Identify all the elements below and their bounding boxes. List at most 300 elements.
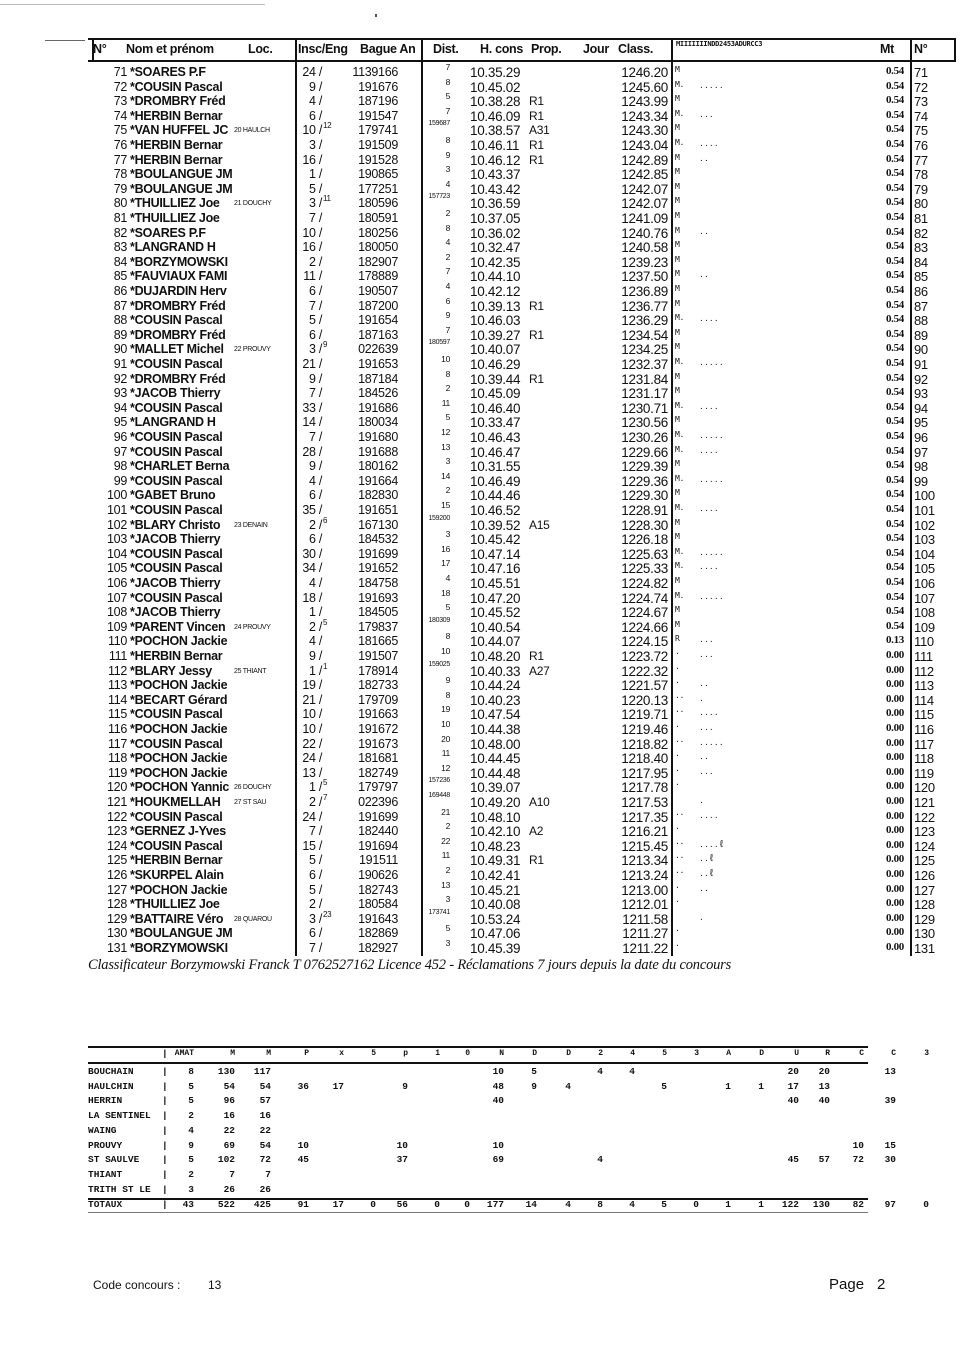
speed: 1224.15: [621, 634, 668, 650]
inscribed: 3 /: [309, 911, 322, 926]
stats-separator: |: [162, 1154, 168, 1166]
fancier-name: *BLARY Christo: [130, 517, 221, 532]
mark-code: ·: [675, 649, 680, 658]
stats-row-label: WAING: [88, 1124, 117, 1136]
fancier-name: *POCHON Jackie: [130, 722, 228, 736]
inscribed: 4 /: [309, 94, 322, 109]
speed: 1211.58: [622, 911, 668, 927]
header-hcons: H. cons: [480, 42, 524, 56]
distance: 12: [441, 427, 450, 437]
ring-number: 182440: [358, 824, 398, 839]
locality: 25 THIANT: [234, 667, 267, 675]
arrival-time: 10.45.21: [470, 882, 521, 898]
ring-number: 180050: [358, 240, 398, 255]
rank-right: 89: [914, 327, 928, 343]
rank: 93: [113, 386, 127, 401]
stats-cell: 72: [852, 1154, 864, 1166]
mark-code: R: [675, 634, 680, 644]
speed: 1245.60: [621, 79, 668, 95]
distance: 8: [445, 689, 450, 700]
stats-cell: 69: [223, 1139, 235, 1151]
stats-cell: 26: [223, 1183, 235, 1195]
stats-cell: 56: [396, 1199, 408, 1210]
ring-number: 191511: [359, 853, 398, 868]
inscribed: 1 /: [309, 167, 322, 182]
prize-amount: 0.00: [885, 897, 904, 910]
stats-row-label: THIANT: [88, 1168, 123, 1180]
rank: 102: [107, 517, 127, 532]
header-name: Nom et prénom: [126, 42, 214, 56]
stats-column-header: M: [230, 1049, 235, 1058]
stats-cell: 39: [884, 1095, 896, 1107]
mark-code: ·: [675, 765, 680, 775]
fancier-name: *HERBIN Bernar: [130, 138, 223, 152]
rank-right: 76: [914, 138, 928, 153]
arrival-time: 10.46.52: [470, 503, 521, 518]
speed: 1224.74: [621, 590, 668, 606]
speed: 1234.54: [621, 327, 668, 343]
table-row: [0, 894, 980, 913]
rank: 101: [107, 503, 127, 517]
rank: 72: [113, 79, 127, 94]
mark-code: M: [675, 167, 680, 177]
prize-amount: 0.54: [885, 619, 904, 632]
speed: 1217.78: [621, 780, 668, 796]
prop-code: A15: [529, 517, 550, 532]
rank: 89: [113, 327, 127, 342]
rank-right: 115: [914, 707, 934, 723]
fancier-name: *HERBIN Bernar: [130, 108, 223, 123]
rank: 112: [107, 663, 127, 678]
inscribed: 4 /: [309, 473, 322, 488]
table-row: [0, 339, 980, 358]
distance: 22: [441, 835, 450, 846]
stats-column-header: p: [403, 1049, 408, 1058]
arrival-time: 10.40.33: [470, 663, 521, 679]
table-row: [0, 821, 980, 840]
inscribed: 6 /: [309, 488, 322, 503]
check-marks: .: [700, 911, 703, 923]
stats-cell: 0: [923, 1199, 929, 1210]
rank: 129: [107, 911, 127, 926]
distance: 169448: [428, 792, 450, 799]
prize-amount: 0.54: [885, 65, 904, 77]
inscribed: 9 /: [309, 459, 322, 474]
check-marks: . . . . .: [700, 430, 723, 441]
stats-cell: 37: [396, 1154, 408, 1166]
prize-amount: 0.54: [885, 357, 904, 369]
rank: 116: [107, 722, 127, 736]
speed: 1242.89: [621, 152, 668, 168]
prize-amount: 0.00: [885, 882, 904, 895]
rank-right: 111: [914, 649, 933, 664]
stats-cell: 5: [661, 1080, 667, 1092]
mark-code: M: [675, 181, 680, 191]
distance: 17: [441, 558, 450, 569]
inscribed: 5 /: [309, 882, 322, 897]
table-row: [0, 602, 980, 621]
rank-right: 125: [914, 853, 935, 869]
check-marks: . . .: [700, 649, 713, 660]
check-marks: . . . .: [700, 561, 718, 573]
inscribed: 3 /: [309, 342, 322, 357]
inscribed: 3 /: [309, 196, 322, 211]
stats-column-header: R: [825, 1049, 830, 1058]
mark-code: M: [675, 371, 680, 381]
speed: 1213.34: [621, 853, 668, 869]
stats-cell: 4: [188, 1124, 194, 1136]
fancier-name: *THUILLIEZ Joe: [130, 211, 220, 225]
distance: 5: [445, 923, 450, 934]
prize-amount: 0.54: [885, 269, 904, 282]
speed: 1225.63: [621, 546, 668, 562]
rank: 99: [113, 473, 127, 488]
arrival-time: 10.42.41: [470, 868, 521, 883]
prize-amount: 0.54: [885, 313, 904, 326]
stats-cell: 48: [492, 1080, 504, 1092]
arrival-time: 10.46.40: [470, 400, 521, 416]
prize-amount: 0.54: [885, 79, 904, 92]
check-marks: . . . . ℓ: [700, 838, 723, 850]
arrival-time: 10.44.24: [470, 678, 521, 694]
distance: 11: [441, 748, 450, 759]
fancier-name: *GABET Bruno: [130, 488, 216, 503]
distance: 20: [441, 733, 450, 744]
speed: 1224.66: [621, 619, 668, 635]
stats-column-header: C: [891, 1049, 896, 1058]
speed: 1211.27: [622, 926, 668, 942]
check-marks: . . . .: [700, 444, 718, 456]
stats-column-header: N: [499, 1049, 504, 1058]
rank-right: 72: [914, 79, 928, 95]
mark-code: M: [675, 254, 680, 264]
fancier-name: *COUSIN Pascal: [130, 561, 223, 576]
inscribed: 7 /: [309, 211, 322, 225]
header-loc: Loc.: [248, 42, 273, 56]
rank: 97: [113, 444, 127, 459]
table-row: [0, 310, 980, 329]
mark-code: ·: [675, 780, 680, 790]
rank: 124: [107, 838, 127, 853]
check-marks: . .: [700, 225, 708, 237]
distance: 6: [445, 295, 450, 306]
prop-code: R1: [529, 371, 544, 386]
check-marks: . . .: [700, 634, 713, 646]
stats-cell: 10: [396, 1139, 408, 1151]
stats-cell: 4: [597, 1154, 603, 1166]
inscribed: 16 /: [302, 152, 322, 167]
rank-right: 106: [914, 576, 935, 591]
header-top-rule: [88, 38, 956, 40]
prize-amount: 0.54: [885, 459, 904, 472]
stats-cell: 45: [787, 1154, 799, 1166]
distance: 3: [445, 456, 450, 467]
stats-column-header: 1: [435, 1049, 440, 1058]
inscribed: 5 /: [309, 313, 322, 328]
rank-right: 94: [914, 400, 928, 416]
rank-right: 123: [914, 824, 935, 840]
table-row: [0, 105, 980, 124]
mark-code: M.: [675, 430, 685, 439]
table-row: [0, 675, 980, 694]
arrival-time: 10.46.03: [470, 313, 521, 329]
arrival-time: 10.45.42: [470, 532, 521, 548]
speed: 1240.58: [621, 240, 668, 256]
stats-row-label: LA SENTINEL: [88, 1110, 151, 1122]
table-row: [0, 397, 980, 416]
stats-cell: 117: [253, 1066, 271, 1077]
inscribed: 5 /: [309, 853, 322, 868]
rank: 130: [107, 926, 127, 941]
header-codes: MIIIIIIINDD2453ADURCC3: [676, 40, 763, 48]
rank: 91: [113, 357, 127, 371]
stats-separator: |: [162, 1080, 168, 1092]
header-jour: Jour: [583, 42, 609, 56]
locality: 27 ST SAU: [234, 799, 267, 806]
engaged: 23: [323, 909, 332, 919]
ring-number: 182733: [358, 678, 398, 693]
table-row: [0, 324, 980, 343]
locality: 26 DOUCHY: [234, 784, 272, 792]
stats-separator: |: [162, 1124, 168, 1136]
prize-amount: 0.54: [885, 167, 904, 180]
engaged: 12: [323, 121, 332, 131]
prize-amount: 0.54: [885, 240, 904, 253]
inscribed: 16 /: [302, 240, 322, 255]
engaged: 5: [323, 778, 328, 788]
rank: 84: [113, 254, 127, 269]
arrival-time: 10.40.08: [470, 897, 521, 913]
stats-row-label: HAULCHIN: [88, 1080, 134, 1092]
check-marks: . . .: [700, 765, 713, 777]
stats-cell: 2: [188, 1168, 194, 1180]
table-row: [0, 646, 980, 664]
distance: 2: [445, 251, 450, 262]
rank: 81: [113, 211, 127, 225]
fancier-name: *DROMBRY Fréd: [130, 298, 226, 313]
stats-column-header: M: [266, 1049, 271, 1058]
page-number: 2: [877, 1276, 886, 1293]
ring-number: 180591: [358, 211, 398, 225]
stats-row-label: BOUCHAIN: [88, 1066, 134, 1077]
prize-amount: 0.54: [885, 605, 904, 618]
table-row: [0, 383, 980, 402]
table-row: [0, 456, 980, 475]
arrival-time: 10.36.59: [470, 196, 521, 212]
rank: 122: [107, 809, 127, 824]
table-row: [0, 806, 980, 825]
speed: 1216.21: [621, 824, 668, 840]
ring-number: 191693: [358, 590, 398, 605]
prize-amount: 0.54: [885, 590, 904, 603]
fancier-name: *POCHON Jackie: [130, 765, 228, 780]
inscribed: 18 /: [302, 590, 322, 605]
header-num: N°: [93, 42, 107, 56]
fancier-name: *JACOB Thierry: [130, 532, 221, 547]
stats-cell: 130: [217, 1066, 235, 1077]
distance: 159200: [428, 514, 450, 522]
arrival-time: 10.48.10: [470, 809, 521, 825]
check-marks: . . .: [700, 108, 713, 120]
rank-right: 73: [914, 94, 928, 110]
distance: 11: [441, 850, 450, 861]
ring-number: 184532: [358, 532, 398, 547]
stats-cell: 3: [188, 1183, 194, 1195]
rank: 103: [107, 532, 127, 547]
rank-right: 84: [914, 254, 928, 270]
distance: 16: [441, 543, 450, 554]
prize-amount: 0.54: [885, 196, 904, 209]
ring-number: 187184: [358, 371, 398, 386]
rank: 104: [107, 546, 127, 561]
stats-cell: 20: [787, 1066, 799, 1077]
arrival-time: 10.46.29: [470, 357, 521, 372]
stats-cell: 5: [188, 1080, 194, 1092]
locality: 24 PROUVY: [234, 623, 271, 631]
ring-number: 191653: [358, 357, 398, 371]
prize-amount: 0.00: [885, 736, 904, 749]
stats-cell: 8: [188, 1066, 194, 1077]
arrival-time: 10.44.10: [470, 269, 521, 285]
speed: 1230.71: [621, 400, 668, 416]
ring-number: 180034: [358, 415, 398, 430]
prize-amount: 0.54: [885, 298, 904, 311]
distance: 3: [445, 938, 450, 948]
arrival-time: 10.44.07: [470, 634, 521, 650]
arrival-time: 10.39.07: [470, 780, 521, 796]
distance: 8: [445, 135, 450, 145]
stats-cell: 4: [565, 1080, 571, 1092]
table-row: [0, 879, 980, 898]
locality: 21 DOUCHY: [234, 200, 272, 208]
mark-code: M: [675, 196, 680, 206]
ring-number: 182869: [358, 926, 398, 941]
table-row: [0, 193, 980, 212]
speed: 1236.29: [621, 313, 668, 329]
prize-amount: 0.00: [885, 765, 904, 778]
stats-cell: 1: [725, 1080, 731, 1092]
stats-cell: 1: [758, 1080, 764, 1092]
prize-amount: 0.54: [885, 152, 904, 165]
distance: 9: [445, 675, 450, 686]
ring-number: 191676: [358, 79, 398, 94]
distance: 4: [445, 237, 450, 248]
distance: 8: [445, 368, 450, 379]
arrival-time: 10.44.48: [470, 765, 521, 781]
header-dist: Dist.: [433, 42, 459, 56]
ring-number: 191507: [358, 649, 398, 663]
distance: 8: [445, 222, 450, 233]
stats-cell: 4: [629, 1199, 635, 1210]
speed: 1219.46: [621, 722, 668, 737]
rank: 121: [107, 795, 127, 809]
inscribed: 7 /: [309, 941, 322, 955]
rank-right: 79: [914, 181, 928, 197]
prize-amount: 0.54: [885, 108, 904, 121]
speed: 1239.23: [621, 254, 668, 270]
table-row: [0, 762, 980, 781]
check-marks: . . . .: [700, 138, 718, 149]
speed: 1213.24: [621, 868, 668, 883]
mark-code: ·: [675, 722, 680, 731]
speed: 1230.56: [621, 415, 668, 431]
mark-code: ··: [675, 838, 685, 848]
stats-cell: 9: [531, 1080, 537, 1092]
prize-amount: 0.54: [885, 415, 904, 428]
mark-code: M: [675, 211, 680, 220]
stats-cell: 0: [464, 1199, 470, 1210]
arrival-time: 10.39.52: [470, 517, 521, 533]
mark-code: M: [675, 152, 680, 162]
speed: 1222.32: [621, 663, 668, 679]
inscribed: 4 /: [309, 634, 322, 649]
inscribed: 22 /: [302, 736, 322, 751]
ring-number: 191699: [358, 546, 398, 561]
rank: 75: [113, 123, 127, 138]
table-row: [0, 689, 980, 708]
stats-top-rule: [88, 1046, 868, 1048]
locality: 28 QUAROU: [234, 915, 272, 923]
rank: 114: [107, 692, 127, 707]
table-row: [0, 354, 980, 372]
rank-right: 110: [914, 634, 934, 650]
prize-amount: 0.00: [885, 911, 904, 924]
table-row: [0, 427, 980, 445]
stats-cell: 2: [188, 1110, 194, 1122]
check-marks: . . . . .: [700, 546, 723, 558]
stats-separator: |: [162, 1183, 168, 1195]
stats-column-header: 2: [598, 1049, 603, 1058]
distance: 8: [445, 76, 450, 87]
prop-code: A10: [529, 795, 550, 809]
rank-right: 78: [914, 167, 928, 183]
rank-right: 131: [914, 941, 935, 956]
arrival-time: 10.46.43: [470, 430, 521, 445]
engaged: 11: [323, 194, 331, 204]
prize-amount: 0.00: [885, 692, 904, 705]
stats-cell: 57: [818, 1154, 830, 1166]
rank: 128: [107, 897, 127, 912]
distance: 180309: [428, 616, 450, 624]
distance: 5: [445, 412, 450, 423]
table-row: [0, 164, 980, 183]
stats-cell: 69: [492, 1154, 504, 1166]
speed: 1234.25: [621, 342, 668, 358]
mark-code: ··: [675, 853, 685, 863]
prop-code: R1: [529, 853, 544, 868]
speed: 1220.13: [621, 692, 668, 708]
ring-number: 180162: [358, 459, 398, 474]
stats-cell: 82: [852, 1199, 864, 1210]
ring-number: 191547: [358, 108, 398, 123]
distance: 2: [445, 208, 450, 218]
table-row: [0, 865, 980, 883]
stats-cell: 57: [259, 1095, 271, 1107]
rank-right: 114: [914, 692, 934, 708]
rank: 118: [107, 751, 127, 766]
distance: 9: [445, 149, 450, 160]
rank-right: 83: [914, 240, 928, 256]
arrival-time: 10.45.09: [470, 386, 521, 402]
ring-number: 191672: [358, 722, 398, 736]
table-row: [0, 792, 980, 810]
ring-number: 184758: [358, 576, 398, 590]
table-row: [0, 543, 980, 562]
distance: 10: [441, 719, 450, 729]
stats-cell: 17: [787, 1080, 799, 1092]
scan-artifact-mark: [375, 14, 377, 17]
rank-right: 99: [914, 473, 928, 489]
